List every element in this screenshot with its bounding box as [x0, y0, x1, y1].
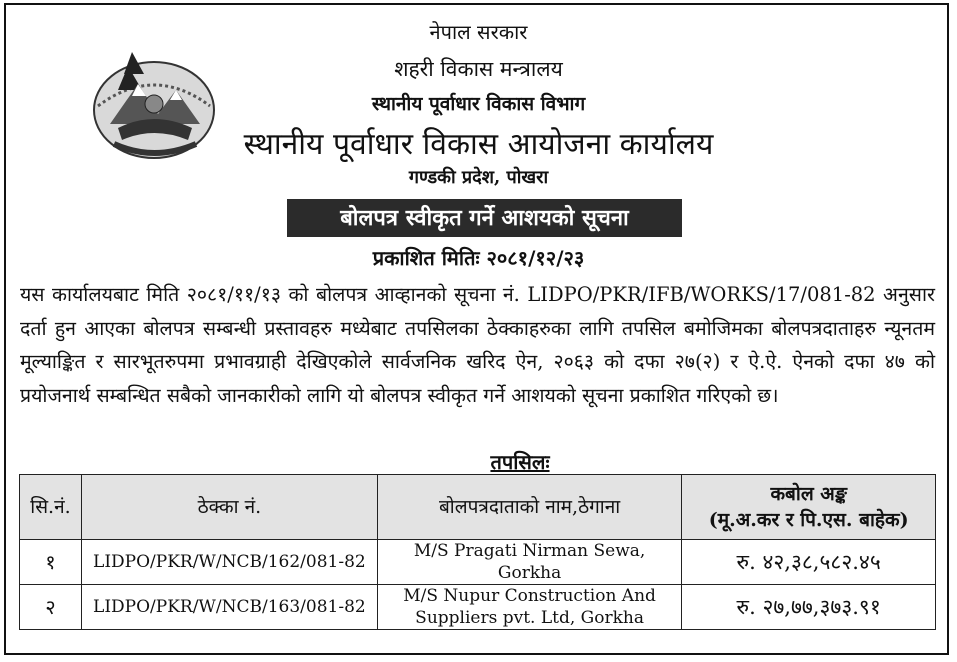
header-amount-line1: कबोल अङ्क: [770, 483, 847, 505]
notice-title: बोलपत्र स्वीकृत गर्ने आशयको सूचना: [287, 199, 682, 237]
header-sn: सि.नं.: [20, 475, 82, 540]
row-contract: LIDPO/PKR/W/NCB/163/081-82: [81, 585, 377, 630]
notice-body: यस कार्यालयबाट मिति २०८१/११/१३ को बोलपत्र आव्हानको सूचना नं. LIDPO/PKR/IFB/WORKS/17/081-82 अनुसार दर्ता हुन आएका बोलपत्र सम्बन्धी प्रस्तावहरु मध्येबाट तपसिलका ठेक्काहरुका लागि तपसिल बमोजिमका बोलपत्रदाताहरु न्यूनतम मूल्याङ्कित र सारभूतरुपमा प्रभावग्राही देखिएकोले सार्वजनिक खरिद ऐन, २०६३ को दफा २७(२) र ऐ.ऐ. ऐनको दफा ४७ को प्रयोजनार्थ सम्बन्धित सबैको जानकारीको लागि यो बोलपत्र स्वीकृत गर्ने आशयको सूचना प्रकाशित गरिएको छ।: [20, 283, 935, 407]
row-amount: रु. ४२,३८,५८२.४५: [682, 540, 936, 585]
row-amount: रु. २७,७७,३७३.९१: [682, 585, 936, 630]
office-name: स्थानीय पूर्वाधार विकास आयोजना कार्यालय: [243, 127, 714, 162]
published-date: २०८१/१२/२३: [486, 246, 585, 270]
row-bidder: [377, 585, 681, 630]
row-bidder-line1: M/S Nupur Construction And: [403, 586, 656, 606]
table-caption: तपसिलः: [490, 450, 550, 474]
row-sn: २: [20, 585, 82, 630]
table-header-row: [20, 475, 936, 540]
published-label: प्रकाशित मितिः: [372, 246, 480, 270]
ministry-name: शहरी विकास मन्त्रालय: [394, 57, 563, 81]
department-name: स्थानीय पूर्वाधार विकास विभाग: [371, 93, 586, 115]
header-contract: ठेक्का नं.: [81, 475, 377, 540]
table-row: [20, 585, 936, 630]
row-bidder: [377, 540, 681, 585]
published-date-line: [0, 244, 957, 271]
government-name: नेपाल सरकार: [429, 20, 528, 44]
row-bidder-line2: Suppliers pvt. Ltd, Gorkha: [415, 608, 644, 628]
contract-table: [19, 474, 936, 630]
province-name: गण्डकी प्रदेश, पोखरा: [408, 167, 549, 188]
header-amount: [682, 475, 936, 540]
table-row: [20, 540, 936, 585]
header-amount-line2: (मू.अ.कर र पि.एस. बाहेक): [708, 509, 909, 531]
row-contract: LIDPO/PKR/W/NCB/162/081-82: [81, 540, 377, 585]
row-bidder-line1: M/S Pragati Nirman Sewa, Gorkha: [413, 541, 646, 583]
row-sn: १: [20, 540, 82, 585]
header-bidder: बोलपत्रदाताको नाम,ठेगाना: [377, 475, 681, 540]
